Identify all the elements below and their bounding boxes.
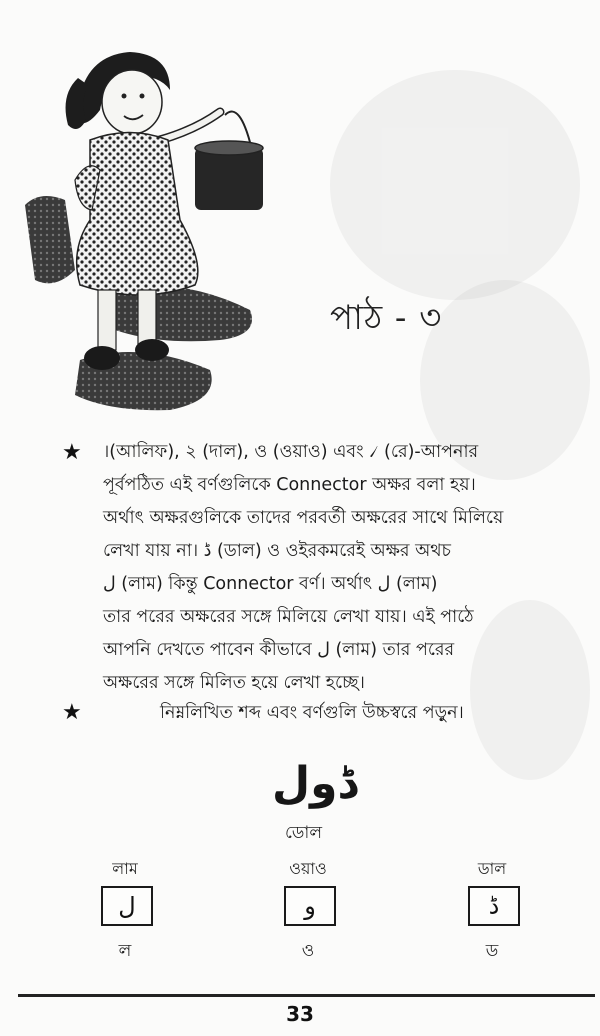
letter-name-lam: লাম (112, 859, 138, 878)
letter-box-dal: ڈ (468, 886, 520, 926)
paragraph-line: ।(আলিফ), ২ (দাল), ও (ওয়াও) এবং ৴ (রে)-আপনার (103, 442, 479, 462)
page-number: 33 (286, 1002, 314, 1026)
letter-name-waw: ওয়াও (289, 859, 327, 878)
paragraph-line: তার পরের অক্ষরের সঙ্গে মিলিয়ে লেখা যায়। এই পাঠে (103, 607, 474, 627)
letter-bengali-dal: ড (485, 941, 499, 961)
paragraph-line: পূর্বপঠিত এই বর্ণগুলিকে Connector অক্ষর বলা হয়। (103, 475, 476, 495)
lesson-paragraph (103, 436, 563, 700)
lesson-title: পাঠ - ৩ (330, 298, 443, 338)
letter-box-waw: و (284, 886, 336, 926)
word-transliteration: ডোল (285, 823, 323, 843)
paragraph-line: আপনি দেখতে পাবেন কীভাবে ل (লাম) তার পরের (103, 640, 455, 660)
letter-name-dal: ডাল (477, 859, 507, 878)
letter-box-lam: ل (101, 886, 153, 926)
letter-bengali-waw: ও (301, 941, 315, 961)
footer-divider (18, 994, 595, 997)
paragraph-line: লেখা যায় না। ڈ (ডাল) ও ওইরকমরেই অক্ষর অথচ (103, 541, 452, 561)
star-bullet-icon: ★ (62, 440, 82, 465)
star-bullet-icon: ★ (62, 700, 82, 725)
paragraph-line: অক্ষরের সঙ্গে মিলিত হয়ে লেখা হচ্ছে। (103, 673, 365, 693)
instruction-text: নিম্নলিখিত শব্দ এবং বর্ণগুলি উচ্চস্বরে পড়ুন। (160, 703, 464, 723)
girl-with-bucket-illustration (20, 40, 280, 430)
paragraph-line: অর্থাৎ অক্ষরগুলিকে তাদের পরবর্তী অক্ষরের সাথে মিলিয়ে (103, 508, 504, 528)
paragraph-line: ل (লাম) কিন্তু Connector বর্ণ। অর্থাৎ ل (লাম) (103, 574, 438, 594)
background-smudge (330, 70, 580, 300)
urdu-word: ڈول (272, 758, 358, 809)
letter-bengali-lam: ল (118, 941, 132, 961)
